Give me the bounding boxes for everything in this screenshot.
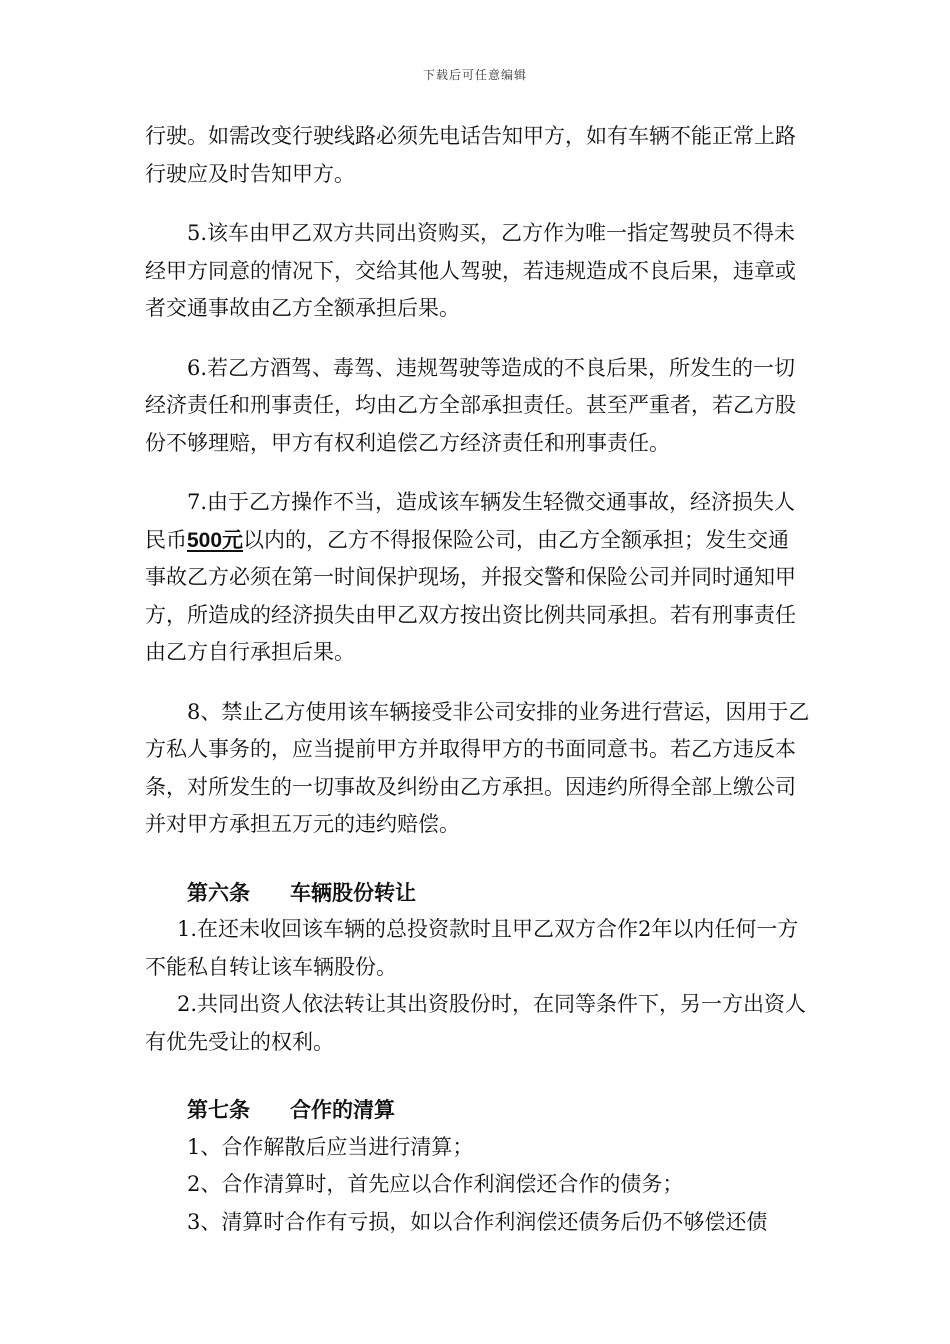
page-header: 下载后可任意编辑 bbox=[422, 68, 527, 82]
clause-7 bbox=[145, 484, 810, 672]
clause-6: 6.若乙方酒驾、毒驾、违规驾驶等造成的不良后果，所发生的一切经济责任和刑事责任，均由乙方全部承担责任。甚至严重者，若乙方股份不够理赔，甲方有权利追偿乙方经济责任和刑事责任。 bbox=[145, 355, 796, 455]
article-7-item-3: 3、清算时合作有亏损，如以合作利润偿还债务后仍不够偿还债 bbox=[187, 1209, 768, 1234]
article-6-number: 第六条 bbox=[187, 879, 250, 905]
clause-5: 5.该车由甲乙双方共同出资购买，乙方作为唯一指定驾驶员不得未经甲方同意的情况下，交给其他人驾驶，若违规造成不良后果，违章或者交通事故由乙方全额承担后果。 bbox=[145, 221, 796, 320]
clause-7-text-end: 以内的，乙方不得报保险公司，由乙方全额承担；发生交通事故乙方必须在第一时间保护现场，并报交警和保险公司并同时通知甲方，所造成的经济损失由甲乙双方按出资比例共同承担。若有刑事责任由乙方自行承担后果。 bbox=[145, 527, 796, 664]
clause-7-text-start: 7.由于乙方操作不当，造成该车辆发生轻微交通事故，经济损失人民币 bbox=[145, 490, 796, 552]
document-body bbox=[145, 118, 810, 1241]
article-7-item-1: 1、合作解散后应当进行清算； bbox=[187, 1134, 474, 1159]
article-6-heading bbox=[145, 874, 810, 912]
loss-amount: 500元 bbox=[187, 528, 244, 552]
article-6-item-2: 2.共同出资人依法转让其出资股份时，在同等条件下，另一方出资人有优先受让的权利。 bbox=[145, 992, 807, 1054]
article-6-item-1: 1.在还未收回该车辆的总投资款时且甲乙双方合作2年以内任何一方不能私自转让该车辆股份。 bbox=[145, 917, 799, 979]
paragraph-driving-route: 行驶。如需改变行驶线路必须先电话告知甲方，如有车辆不能正常上路行驶应及时告知甲方。 bbox=[145, 124, 796, 186]
article-7-item-2: 2、合作清算时，首先应以合作利润偿还合作的债务； bbox=[187, 1172, 684, 1196]
article-7-number: 第七条 bbox=[187, 1097, 250, 1122]
article-6-title: 车辆股份转让 bbox=[290, 879, 416, 905]
article-7-title: 合作的清算 bbox=[290, 1097, 395, 1122]
article-7-heading bbox=[145, 1091, 810, 1129]
clause-8: 8、禁止乙方使用该车辆接受非公司安排的业务进行营运，因用于乙方私人事务的，应当提前甲方并取得甲方的书面同意书。若乙方违反本条，对所发生的一切事故及纠纷由乙方承担。因违约所得全部上缴公司并对甲方承担五万元的违约赔偿。 bbox=[145, 699, 810, 836]
